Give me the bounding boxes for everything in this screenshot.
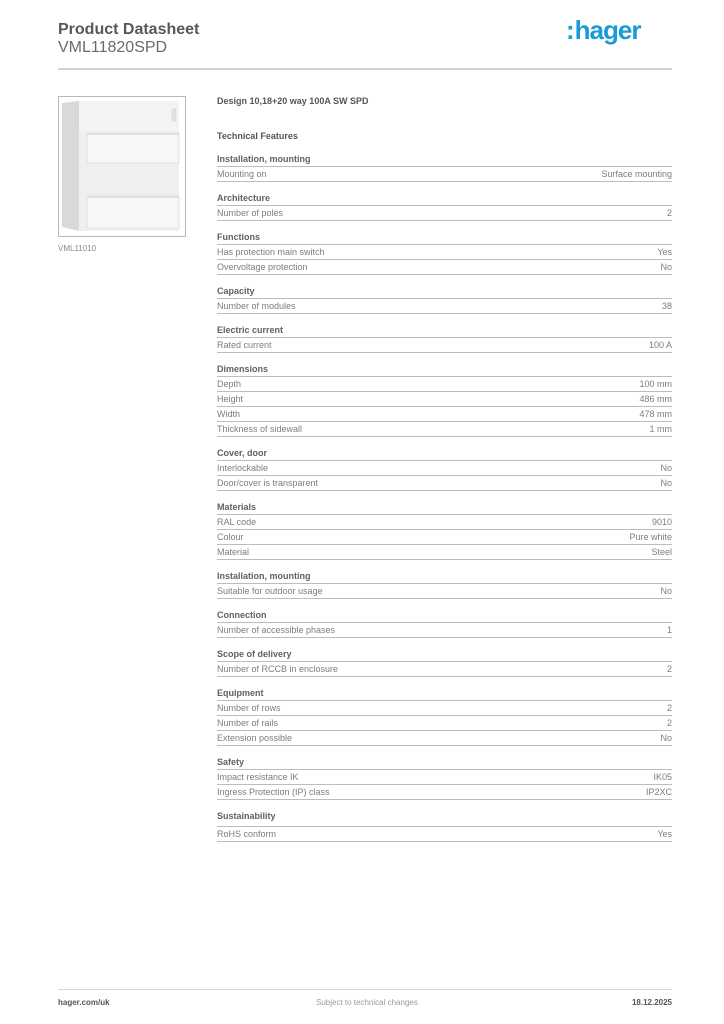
page-title: Product Datasheet xyxy=(58,21,200,38)
spec-label: Colour xyxy=(217,532,244,542)
spec-label: Overvoltage protection xyxy=(217,262,308,272)
spec-label: Height xyxy=(217,394,244,404)
enclosure-illustration-icon xyxy=(59,97,185,236)
spec-value: Yes xyxy=(657,829,672,839)
spec-value: No xyxy=(660,733,672,743)
spec-row xyxy=(217,701,672,716)
section-sustainability xyxy=(217,811,672,842)
spec-label: Mounting on xyxy=(217,169,267,179)
spec-row xyxy=(217,206,672,221)
spec-label: Suitable for outdoor usage xyxy=(217,586,323,596)
section-materials xyxy=(217,502,672,560)
section-installation-mounting xyxy=(217,154,672,182)
spec-label: Door/cover is transparent xyxy=(217,478,319,488)
spec-label: Extension possible xyxy=(217,733,293,743)
spec-value: No xyxy=(660,463,672,473)
spec-row xyxy=(217,422,672,437)
document-header xyxy=(58,20,199,57)
spec-row xyxy=(217,407,672,422)
spec-label: Rated current xyxy=(217,340,272,350)
spec-label: Thickness of sidewall xyxy=(217,424,303,434)
spec-label: Has protection main switch xyxy=(217,247,325,257)
spec-label: Number of rails xyxy=(217,718,279,728)
section-title: Electric current xyxy=(217,325,672,338)
spec-content xyxy=(217,94,672,842)
logo-text: hager xyxy=(574,15,641,45)
spec-value: Steel xyxy=(651,547,672,557)
spec-label: Depth xyxy=(217,379,242,389)
spec-row xyxy=(217,392,672,407)
spec-row xyxy=(217,299,672,314)
spec-label: Number of accessible phases xyxy=(217,625,336,635)
spec-value: Yes xyxy=(657,247,672,257)
section-installation-mounting-2 xyxy=(217,571,672,599)
product-design-title: Design 10,18+20 way 100A SW SPD xyxy=(217,96,369,106)
section-scope-of-delivery xyxy=(217,649,672,677)
spec-value: 100 mm xyxy=(639,379,672,389)
spec-label: Number of poles xyxy=(217,208,284,218)
section-title: Dimensions xyxy=(217,364,672,377)
spec-value: 478 mm xyxy=(639,409,672,419)
spec-value: 100 A xyxy=(648,340,672,350)
spec-row xyxy=(217,515,672,530)
spec-value: No xyxy=(660,478,672,488)
section-title: Scope of delivery xyxy=(217,649,672,662)
hager-logo xyxy=(566,15,640,46)
logo-colon-icon: : xyxy=(566,15,575,45)
section-electric-current xyxy=(217,325,672,353)
section-title: Functions xyxy=(217,232,672,245)
spec-row xyxy=(217,245,672,260)
spec-value: 2 xyxy=(666,208,672,218)
spec-value: 486 mm xyxy=(639,394,672,404)
spec-label: Interlockable xyxy=(217,463,269,473)
footer-notice: Subject to technical changes xyxy=(316,998,418,1007)
spec-value: IP2XC xyxy=(645,787,672,797)
spec-row xyxy=(217,461,672,476)
section-title: Materials xyxy=(217,502,672,515)
spec-value: 2 xyxy=(666,664,672,674)
spec-row xyxy=(217,584,672,599)
spec-value: 2 xyxy=(666,703,672,713)
section-title: Equipment xyxy=(217,688,672,701)
section-cover-door xyxy=(217,448,672,491)
spec-row xyxy=(217,731,672,746)
section-title: Installation, mounting xyxy=(217,154,672,167)
footer-website-link[interactable]: hager.com/uk xyxy=(58,998,110,1007)
section-capacity xyxy=(217,286,672,314)
spec-value: 1 xyxy=(666,625,672,635)
footer-divider xyxy=(58,989,672,990)
spec-value: 1 mm xyxy=(649,424,672,434)
spec-row xyxy=(217,530,672,545)
spec-label: Number of RCCB in enclosure xyxy=(217,664,339,674)
spec-label: Number of rows xyxy=(217,703,281,713)
spec-value: 9010 xyxy=(651,517,672,527)
spec-row xyxy=(217,167,672,182)
section-equipment xyxy=(217,688,672,746)
spec-value: IK05 xyxy=(653,772,672,782)
section-title: Installation, mounting xyxy=(217,571,672,584)
spec-label: RAL code xyxy=(217,517,257,527)
section-architecture xyxy=(217,193,672,221)
spec-row xyxy=(217,770,672,785)
spec-row xyxy=(217,716,672,731)
spec-label: Number of modules xyxy=(217,301,296,311)
spec-row xyxy=(217,338,672,353)
spec-value: Pure white xyxy=(629,532,672,542)
image-caption: VML11010 xyxy=(58,244,97,253)
section-title: Cover, door xyxy=(217,448,672,461)
product-image xyxy=(58,96,186,237)
section-functions xyxy=(217,232,672,275)
spec-row xyxy=(217,785,672,800)
spec-row xyxy=(217,827,672,842)
spec-label: Ingress Protection (IP) class xyxy=(217,787,330,797)
technical-features-heading: Technical Features xyxy=(217,131,298,141)
section-connection xyxy=(217,610,672,638)
spec-value: No xyxy=(660,586,672,596)
spec-row xyxy=(217,377,672,392)
spec-value: Surface mounting xyxy=(601,169,672,179)
section-title: Safety xyxy=(217,757,672,770)
spec-label: Width xyxy=(217,409,241,419)
section-title: Connection xyxy=(217,610,672,623)
section-dimensions xyxy=(217,364,672,437)
spec-label: Material xyxy=(217,547,250,557)
section-title: Architecture xyxy=(217,193,672,206)
product-code: VML11820SPD xyxy=(58,39,168,56)
spec-row xyxy=(217,545,672,560)
spec-label: RoHS conform xyxy=(217,829,277,839)
spec-value: 38 xyxy=(661,301,672,311)
spec-row xyxy=(217,623,672,638)
section-safety xyxy=(217,757,672,800)
footer-date: 18.12.2025 xyxy=(631,998,672,1007)
spec-row xyxy=(217,662,672,677)
section-title: Capacity xyxy=(217,286,672,299)
spec-value: No xyxy=(660,262,672,272)
spec-row xyxy=(217,260,672,275)
spec-value: 2 xyxy=(666,718,672,728)
header-divider xyxy=(58,68,672,70)
section-title: Sustainability xyxy=(217,811,672,827)
spec-label: Impact resistance IK xyxy=(217,772,299,782)
spec-row xyxy=(217,476,672,491)
